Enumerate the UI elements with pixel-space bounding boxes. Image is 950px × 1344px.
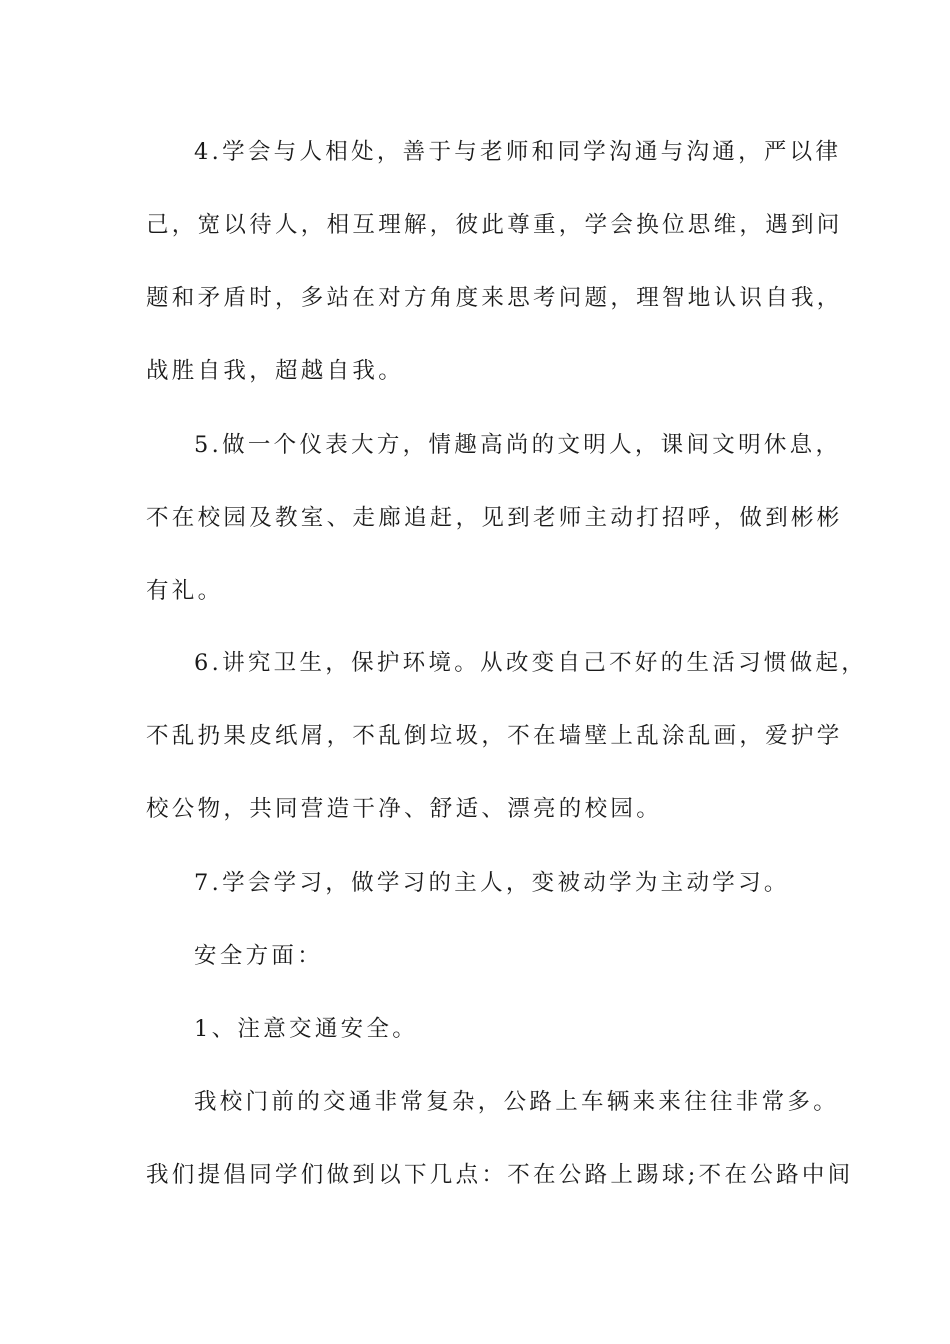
text-line: 不乱扔果皮纸屑，不乱倒垃圾，不在墙壁上乱涂乱画，爱护学: [146, 723, 843, 749]
text-line: 不在校园及教室、走廊追赶，见到老师主动打招呼，做到彬彬: [146, 505, 843, 531]
text-line: 1、注意交通安全。: [194, 1016, 419, 1042]
paragraph-item-6: [146, 627, 868, 846]
text-line: 我们提倡同学们做到以下几点：不在公路上踢球;不在公路中间: [146, 1162, 854, 1188]
text-line: 己，宽以待人，相互理解，彼此尊重，学会换位思维，遇到问: [146, 212, 843, 238]
paragraph-safety-item-1: [146, 993, 810, 1066]
text-line: 7.学会学习，做学习的主人，变被动学为主动学习。: [194, 870, 790, 896]
text-line: 校公物，共同营造干净、舒适、漂亮的校园。: [146, 796, 663, 822]
text-line: 4.学会与人相处，善于与老师和同学沟通与沟通，严以律: [194, 139, 842, 165]
text-line: 我校门前的交通非常复杂，公路上车辆来来往往非常多。: [194, 1089, 840, 1115]
text-line: 5.做一个仪表大方，情趣高尚的文明人，课间文明休息，: [194, 432, 842, 458]
section-heading-safety: [146, 920, 810, 993]
paragraph-item-5: [146, 409, 843, 628]
text-line: 有礼。: [146, 578, 224, 604]
paragraph-traffic: [146, 1066, 854, 1212]
text-line: 题和矛盾时，多站在对方角度来思考问题，理智地认识自我，: [146, 285, 843, 311]
text-line: 战胜自我，超越自我。: [146, 358, 405, 384]
paragraph-item-4: [146, 116, 843, 408]
text-line: 6.讲究卫生，保护环境。从改变自己不好的生活习惯做起，: [194, 650, 868, 676]
paragraph-item-7: [146, 847, 810, 920]
text-line: 安全方面：: [194, 943, 324, 969]
